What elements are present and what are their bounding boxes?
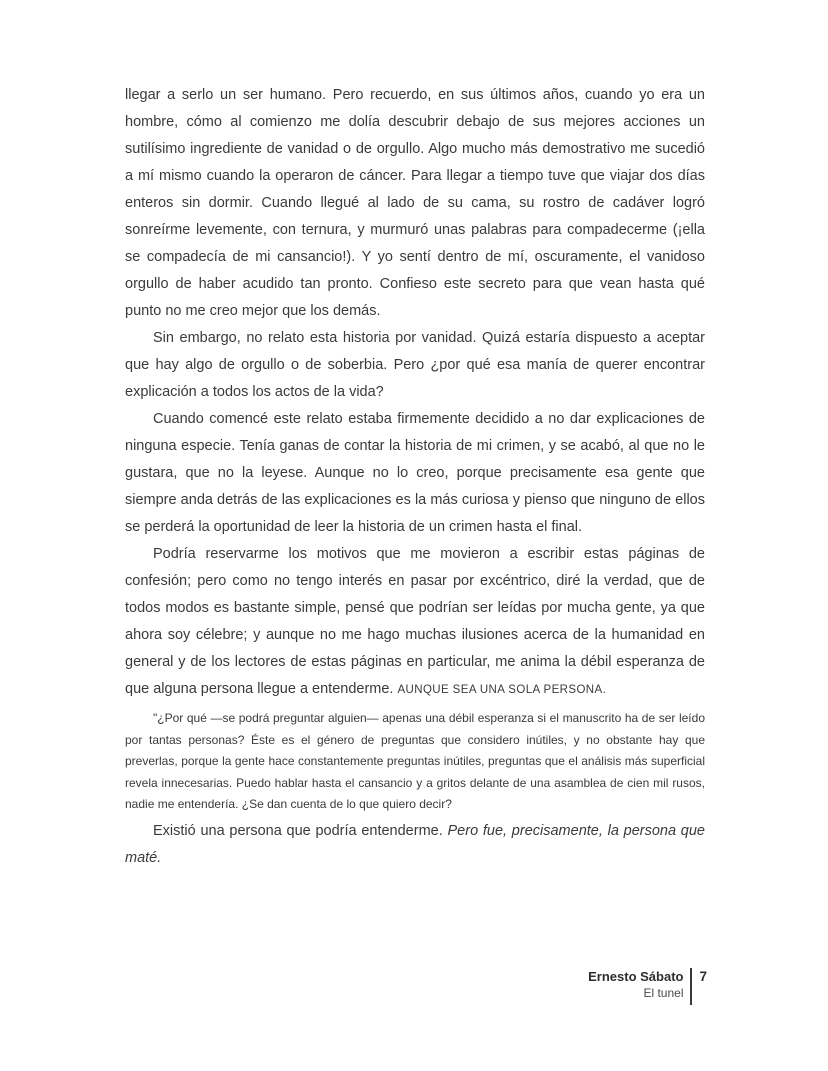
footer-divider (690, 968, 692, 1005)
page-footer (588, 968, 707, 1005)
paragraph-sin-embargo: Sin embargo, no relato esta historia por vanidad. Quizá estaría dispuesto a aceptar que hay algo de orgullo o de soberbia. Pero ¿por qué esa manía de querer encontrar explicación a todos los actos de la vida? (125, 330, 705, 400)
paragraph-smallcaps-text: AUNQUE SEA UNA SOLA PERSONA. (397, 684, 607, 696)
footer-book-title: El tunel (643, 986, 684, 1000)
paragraph-continuation: llegar a serlo un ser humano. Pero recuerdo, en sus últimos años, cuando yo era un hombre, cómo al comienzo me dolía descubrir debajo de sus mejores acciones un sutilísimo ingrediente de vanidad o de orgullo. Algo mucho más demostrativo me sucedió a mí mismo cuando la operaron de cáncer. Para llegar a tiempo tuve que viajar dos días enteros sin dormir. Cuando llegué al lado de su cama, su rostro de cadáver logró sonreírme levemente, con ternura, y murmuró unas palabras para compadecerme (¡ella se compadecía de mi cansancio!). Y yo sentí dentro de mí, oscuramente, el vanidoso orgullo de haber acudido tan pronto. Confieso este secreto para que vean hasta qué punto no me creo mejor que los demás. (125, 87, 705, 319)
paragraph-existio-text: Existió una persona que podría entenderme. (153, 822, 448, 839)
paragraph-podria-reservarme (125, 541, 705, 704)
page-content (125, 82, 705, 872)
paragraph-existio (125, 818, 705, 872)
paragraph-podria-reservarme-text: Podría reservarme los motivos que me movieron a escribir estas páginas de confesión; pero como no tengo interés en pasar por excéntrico, diré la verdad, que de todos modos es bastante simple, pensé que podrían ser leídas por mucha gente, ya que ahora soy célebre; y aunque no me hago muchas ilusiones acerca de la humanidad en general y de los lectores de estas páginas en particular, me anima la débil esperanza de que alguna persona llegue a entenderme. (125, 546, 705, 697)
footer-page-number: 7 (699, 969, 707, 984)
paragraph-existio-italic-text: Pero fue, precisamente, la persona que maté. (125, 822, 705, 866)
paragraph-cuando-comence: Cuando comencé este relato estaba firmemente decidido a no dar explicaciones de ninguna especie. Tenía ganas de contar la historia de mi crimen, y se acabó, al que no le gustara, que no la leyese. Aunque no lo creo, porque precisamente esa gente que siempre anda detrás de las explicaciones es la más curiosa y pienso que ninguno de ellos se perderá la oportunidad de leer la historia de un crimen hasta el final. (125, 411, 705, 535)
footer-text-block (588, 968, 683, 1001)
footnote-paragraph: "¿Por qué —se podrá preguntar alguien— apenas una débil esperanza si el manuscrito ha de ser leído por tantas personas? Éste es el género de preguntas que considero inútiles, y no obstante hay que preverlas, porque la gente hace constantemente preguntas inútiles, preguntas que el análisis más superficial revela innecesarias. Puedo hablar hasta el cansancio y a gritos delante de una asamblea de cien mil rusos, nadie me entendería. ¿Se dan cuenta de lo que quiero decir? (125, 711, 705, 811)
footer-author: Ernesto Sábato (588, 969, 684, 984)
